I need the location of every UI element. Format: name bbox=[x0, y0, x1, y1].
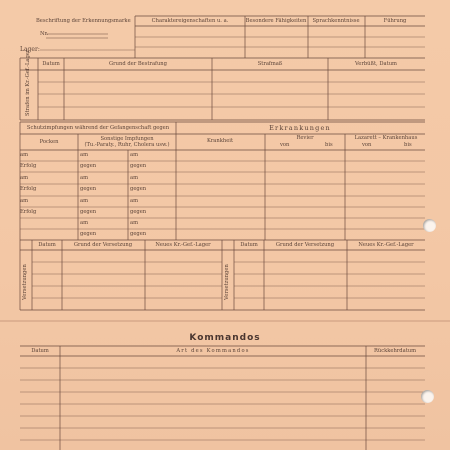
impf-row-label: am bbox=[130, 175, 139, 181]
sprachkenntnisse-header: Sprachkenntnisse bbox=[312, 18, 360, 24]
lager-label: Lager: bbox=[20, 46, 40, 53]
kommandos-title: Kommandos bbox=[189, 333, 261, 343]
impf-row-label: am bbox=[20, 198, 29, 204]
kommando-datum-header: Datum bbox=[31, 348, 49, 354]
impf-row-label: am bbox=[20, 175, 29, 181]
versetzung-lager-header-2: Neues Kr.-Gef.-Lager bbox=[358, 242, 414, 248]
lazarett-header: Lazarett – Krankenhaus bbox=[354, 135, 418, 141]
lazarett-bis: bis bbox=[404, 142, 412, 148]
impf-row-label: am bbox=[130, 152, 139, 158]
revier-header: Revier bbox=[296, 135, 314, 141]
number-label: Nr. bbox=[40, 31, 49, 37]
sonstige-header: Sonstige Impfungen bbox=[100, 136, 154, 142]
versetzung-lager-header: Neues Kr.-Gef.-Lager bbox=[155, 242, 211, 248]
impf-row-label: gegen bbox=[80, 231, 97, 237]
impf-row-label: gegen bbox=[130, 163, 147, 169]
versetzungen-side-label-left: Versetzungen bbox=[22, 264, 28, 300]
impf-row-label: am bbox=[20, 152, 29, 158]
punch-hole bbox=[423, 219, 436, 232]
versetzung-grund-header: Grund der Versetzung bbox=[73, 242, 133, 248]
faehigkeiten-header: Besondere Fähigkeiten bbox=[245, 18, 307, 24]
impf-row-label: gegen bbox=[130, 231, 147, 237]
strafmass-header: Strafmaß bbox=[257, 61, 283, 67]
impf-row-label: Erfolg bbox=[20, 163, 37, 169]
impf-row-label: gegen bbox=[130, 209, 147, 215]
kennmarke-label: Beschriftung der Erkennungsmarke bbox=[36, 18, 131, 24]
strafen-datum-header: Datum bbox=[42, 61, 60, 67]
impf-row-label: am bbox=[130, 198, 139, 204]
versetzung-grund-header-2: Grund der Versetzung bbox=[275, 242, 335, 248]
punch-hole bbox=[421, 390, 434, 403]
erkrankungen-title: Erkrankungen bbox=[269, 124, 331, 132]
kommando-art-header: Art des Kommandos bbox=[176, 348, 250, 354]
impf-row-label: am bbox=[80, 152, 89, 158]
rueckkehr-header: Rückkehrdatum bbox=[373, 348, 417, 354]
versetzung-datum-header-2: Datum bbox=[240, 242, 258, 248]
verbuesst-header: Verbüßt, Datum bbox=[355, 61, 397, 67]
impf-title: Schutzimpfungen während der Gefangenschaft gegen bbox=[26, 125, 170, 131]
fuehrung-header: Führung bbox=[383, 18, 407, 24]
strafen-side-label: Strafen im Kr.-Gef.-Lager bbox=[25, 49, 31, 116]
impf-row-label: am bbox=[80, 175, 89, 181]
impf-row-label: gegen bbox=[80, 209, 97, 215]
charakter-header: Charaktereigenschaften u. a. bbox=[151, 18, 229, 24]
impf-row-label: gegen bbox=[80, 186, 97, 192]
versetzungen-side-label-right: Versetzungen bbox=[224, 264, 230, 300]
impf-row-label: Erfolg bbox=[20, 209, 37, 215]
impf-row-label: gegen bbox=[130, 186, 147, 192]
impf-row-label: am bbox=[80, 220, 89, 226]
pocken-header: Pocken bbox=[39, 139, 59, 145]
krankheit-header: Krankheit bbox=[206, 138, 234, 144]
impf-row-label: am bbox=[80, 198, 89, 204]
impf-row-label: am bbox=[130, 220, 139, 226]
revier-bis: bis bbox=[325, 142, 333, 148]
lazarett-von: von bbox=[362, 142, 372, 148]
strafen-grund-header: Grund der Bestrafung bbox=[109, 61, 167, 67]
impf-row-label: gegen bbox=[80, 163, 97, 169]
revier-von: von bbox=[280, 142, 290, 148]
versetzung-datum-header: Datum bbox=[38, 242, 56, 248]
sonstige-subheader: (Tu.-Paraty., Ruhr, Cholera usw.) bbox=[84, 142, 170, 148]
impf-row-label: Erfolg bbox=[20, 186, 37, 192]
